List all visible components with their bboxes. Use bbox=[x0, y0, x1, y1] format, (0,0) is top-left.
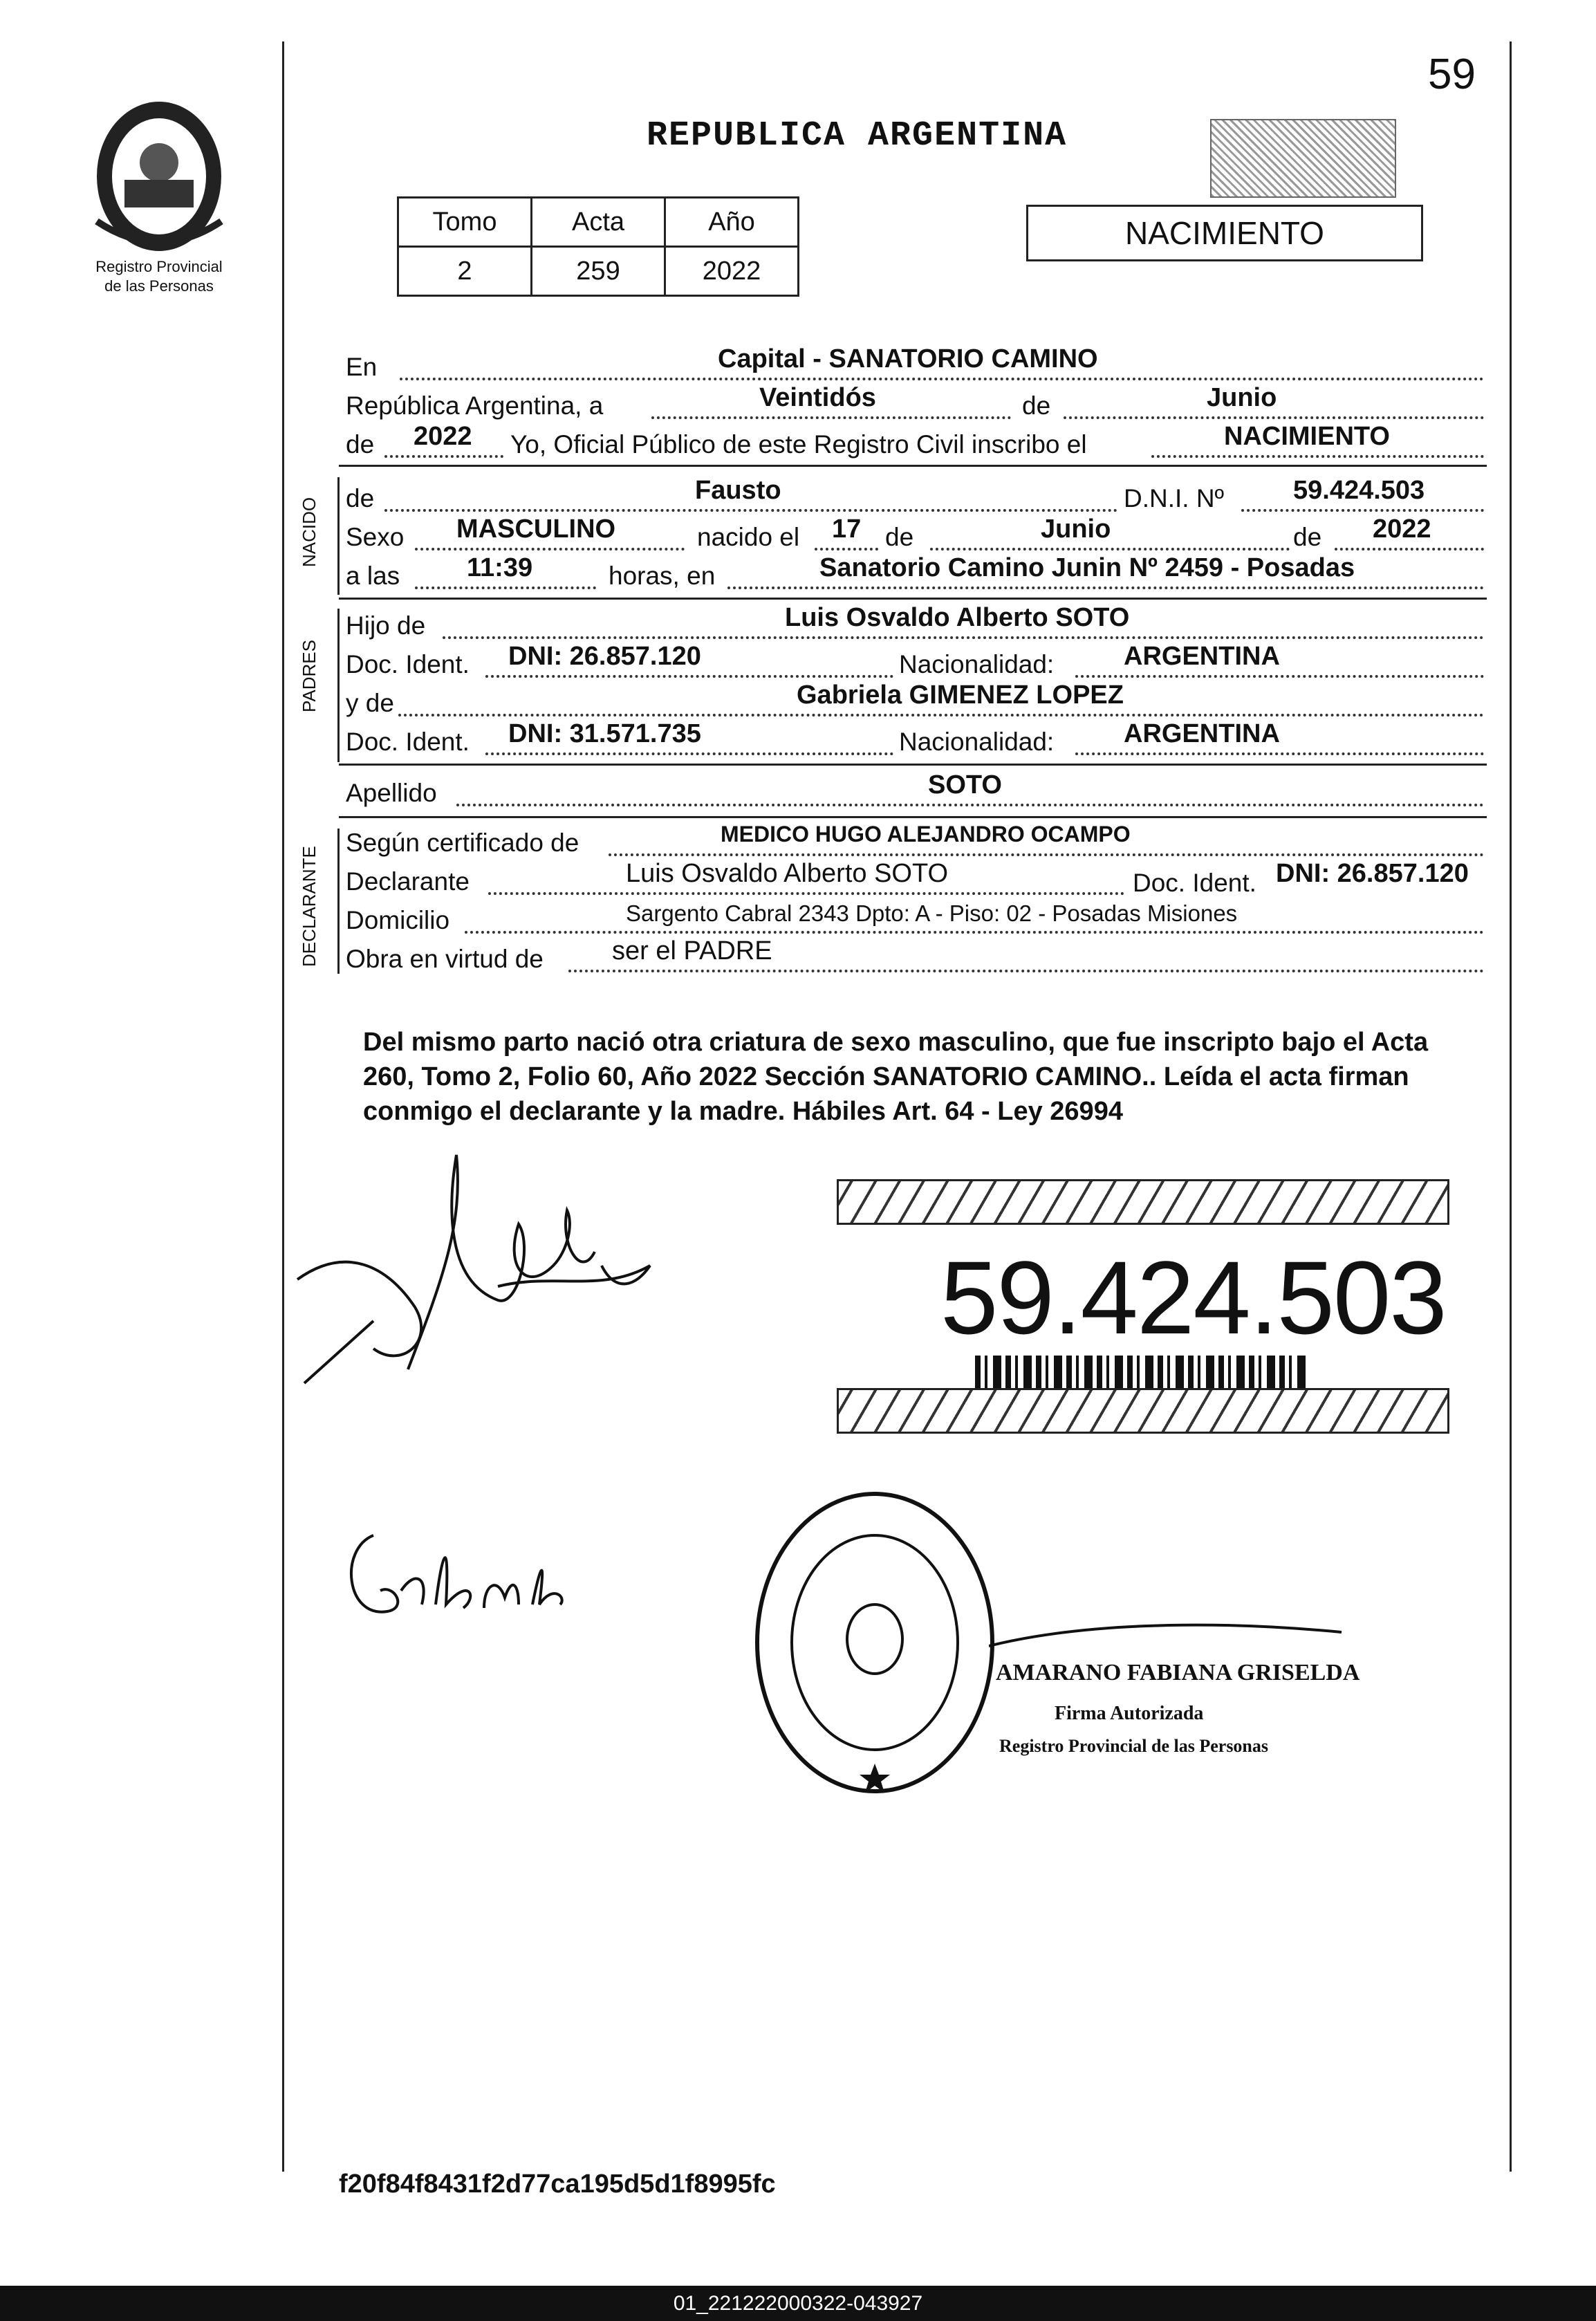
province-seal-icon bbox=[83, 97, 235, 256]
value-dia-nacimiento: 17 bbox=[832, 515, 862, 544]
header-acta: Acta bbox=[532, 198, 665, 247]
dotted-line bbox=[443, 636, 1484, 639]
value-nombre: Fausto bbox=[695, 476, 781, 505]
label-de-birthyear: de bbox=[1293, 523, 1322, 551]
value-declarante-doc: DNI: 26.857.120 bbox=[1276, 859, 1469, 888]
header-anio: Año bbox=[665, 198, 799, 247]
value-lugar: Capital - SANATORIO CAMINO bbox=[718, 344, 1098, 373]
label-sexo: Sexo bbox=[346, 523, 405, 551]
security-hologram-icon bbox=[1210, 119, 1396, 198]
label-de: de bbox=[1022, 391, 1051, 420]
section-label-nacido: NACIDO bbox=[299, 497, 319, 567]
label-doc-ident-declarante: Doc. Ident. bbox=[1133, 869, 1256, 897]
footer-bar: 01_221222000322-043927 bbox=[0, 2286, 1596, 2321]
dotted-line bbox=[400, 378, 1484, 380]
page-number: 59 bbox=[1428, 50, 1476, 98]
value-anio-inscripcion: 2022 bbox=[414, 422, 472, 451]
value-anio-nacimiento: 2022 bbox=[1373, 515, 1431, 544]
dni-number-large: 59.424.503 bbox=[940, 1239, 1446, 1356]
dotted-line bbox=[1075, 675, 1484, 678]
document-hash: f20f84f8431f2d77ca195d5d1f8995fc bbox=[339, 2170, 776, 2199]
value-certificado: MEDICO HUGO ALEJANDRO OCAMPO bbox=[721, 822, 1131, 847]
section-bar bbox=[337, 609, 340, 762]
dotted-line bbox=[1335, 548, 1484, 551]
dotted-line bbox=[568, 970, 1484, 972]
dotted-line bbox=[930, 548, 1290, 551]
value-mes-nacimiento: Junio bbox=[1041, 515, 1111, 544]
page-title: REPUBLICA ARGENTINA bbox=[647, 116, 1068, 156]
value-acta: 259 bbox=[532, 247, 665, 296]
label-horas-en: horas, en bbox=[609, 562, 716, 590]
dotted-line bbox=[485, 675, 893, 678]
father-signature bbox=[290, 1141, 664, 1397]
label-de-month: de bbox=[885, 523, 914, 551]
value-madre-doc: DNI: 31.571.735 bbox=[508, 719, 701, 748]
note-paragraph: Del mismo parto nació otra criatura de sexo masculino, que fue inscripto bajo el Acta 260, Tomo 2, Folio 60, Año 2022 Sección SANATORIO CAMINO.. Leída el acta firman conmigo el declarante y la madre. Hábiles Art. 64 - Ley 26994 bbox=[363, 1028, 1429, 1126]
dotted-line bbox=[815, 548, 878, 551]
value-declarante: Luis Osvaldo Alberto SOTO bbox=[626, 859, 949, 888]
value-apellido: SOTO bbox=[928, 770, 1002, 799]
value-padre-nac: ARGENTINA bbox=[1124, 642, 1280, 671]
separator bbox=[339, 764, 1487, 766]
dni-label bbox=[837, 1179, 1445, 1435]
doc-type-box: NACIMIENTO bbox=[1026, 205, 1423, 261]
label-nacido-el: nacido el bbox=[697, 523, 800, 551]
dotted-line bbox=[1241, 509, 1484, 512]
value-sexo: MASCULINO bbox=[456, 515, 616, 544]
value-madre: Gabriela GIMENEZ LOPEZ bbox=[797, 681, 1124, 710]
label-doc-ident-padre: Doc. Ident. bbox=[346, 650, 470, 678]
security-band-bottom bbox=[837, 1388, 1449, 1434]
label-dni: D.N.I. Nº bbox=[1124, 484, 1225, 512]
value-hora: 11:39 bbox=[467, 553, 533, 582]
value-lugar-nacimiento: Sanatorio Camino Junin Nº 2459 - Posadas bbox=[819, 553, 1355, 582]
value-padre-doc: DNI: 26.857.120 bbox=[508, 642, 701, 671]
value-tomo: 2 bbox=[398, 247, 532, 296]
dotted-line bbox=[1064, 416, 1484, 419]
label-nacionalidad-padre: Nacionalidad: bbox=[899, 650, 1055, 678]
value-dni: 59.424.503 bbox=[1293, 476, 1425, 505]
section-label-declarante: DECLARANTE bbox=[299, 846, 319, 967]
org-line2: de las Personas bbox=[104, 277, 214, 295]
section-label-padres: PADRES bbox=[299, 640, 319, 712]
value-mes-inscripcion: Junio bbox=[1207, 383, 1277, 412]
label-yo-oficial: Yo, Oficial Público de este Registro Civil inscribo el bbox=[510, 430, 1087, 459]
dotted-line bbox=[415, 586, 596, 589]
dotted-line bbox=[1151, 455, 1484, 458]
registry-stamp-icon bbox=[750, 1487, 999, 1798]
label-y-de: y de bbox=[346, 689, 394, 717]
dotted-line bbox=[398, 714, 1484, 716]
value-padre: Luis Osvaldo Alberto SOTO bbox=[785, 603, 1130, 632]
value-anio: 2022 bbox=[665, 247, 799, 296]
left-margin-line bbox=[282, 41, 284, 2172]
dotted-line bbox=[488, 892, 1124, 895]
label-hijo-de: Hijo de bbox=[346, 611, 426, 640]
separator bbox=[339, 598, 1487, 600]
dotted-line bbox=[609, 853, 1484, 856]
dotted-line bbox=[384, 509, 1117, 512]
label-apellido: Apellido bbox=[346, 779, 437, 807]
value-domicilio: Sargento Cabral 2343 Dpto: A - Piso: 02 - Posadas Misiones bbox=[626, 900, 1238, 926]
label-doc-ident-madre: Doc. Ident. bbox=[346, 728, 470, 756]
label-nacionalidad-madre: Nacionalidad: bbox=[899, 728, 1055, 756]
dotted-line bbox=[456, 804, 1484, 806]
label-de-year: de bbox=[346, 430, 375, 459]
dotted-line bbox=[485, 752, 893, 755]
label-segun: Según certificado de bbox=[346, 829, 579, 857]
value-obra: ser el PADRE bbox=[612, 936, 772, 965]
dotted-line bbox=[727, 586, 1484, 589]
registry-table bbox=[397, 196, 799, 297]
separator bbox=[339, 816, 1487, 818]
stamp-officer: AMARANO FABIANA GRISELDA bbox=[996, 1660, 1360, 1685]
mother-signature bbox=[332, 1508, 581, 1632]
label-en: En bbox=[346, 353, 378, 381]
dotted-line bbox=[651, 416, 1011, 419]
separator bbox=[339, 465, 1487, 467]
dotted-line bbox=[465, 931, 1484, 934]
value-dia-inscripcion: Veintidós bbox=[759, 383, 876, 412]
label-a-las: a las bbox=[346, 562, 400, 590]
label-domicilio: Domicilio bbox=[346, 906, 450, 934]
section-bar bbox=[337, 477, 340, 595]
label-declarante: Declarante bbox=[346, 867, 470, 896]
dotted-line bbox=[384, 455, 503, 458]
label-republica: República Argentina, a bbox=[346, 391, 604, 420]
label-de-name: de bbox=[346, 484, 375, 512]
value-tipo: NACIMIENTO bbox=[1224, 422, 1390, 451]
org-line1: Registro Provincial bbox=[95, 258, 223, 275]
header-tomo: Tomo bbox=[398, 198, 532, 247]
label-obra: Obra en virtud de bbox=[346, 945, 544, 973]
value-madre-nac: ARGENTINA bbox=[1124, 719, 1280, 748]
right-margin-line bbox=[1510, 41, 1512, 2172]
dotted-line bbox=[415, 548, 685, 551]
dotted-line bbox=[1075, 752, 1484, 755]
section-bar bbox=[337, 829, 340, 974]
stamp-role: Firma Autorizada bbox=[1055, 1703, 1204, 1724]
stamp-org: Registro Provincial de las Personas bbox=[999, 1736, 1269, 1756]
security-band-top bbox=[837, 1179, 1449, 1225]
